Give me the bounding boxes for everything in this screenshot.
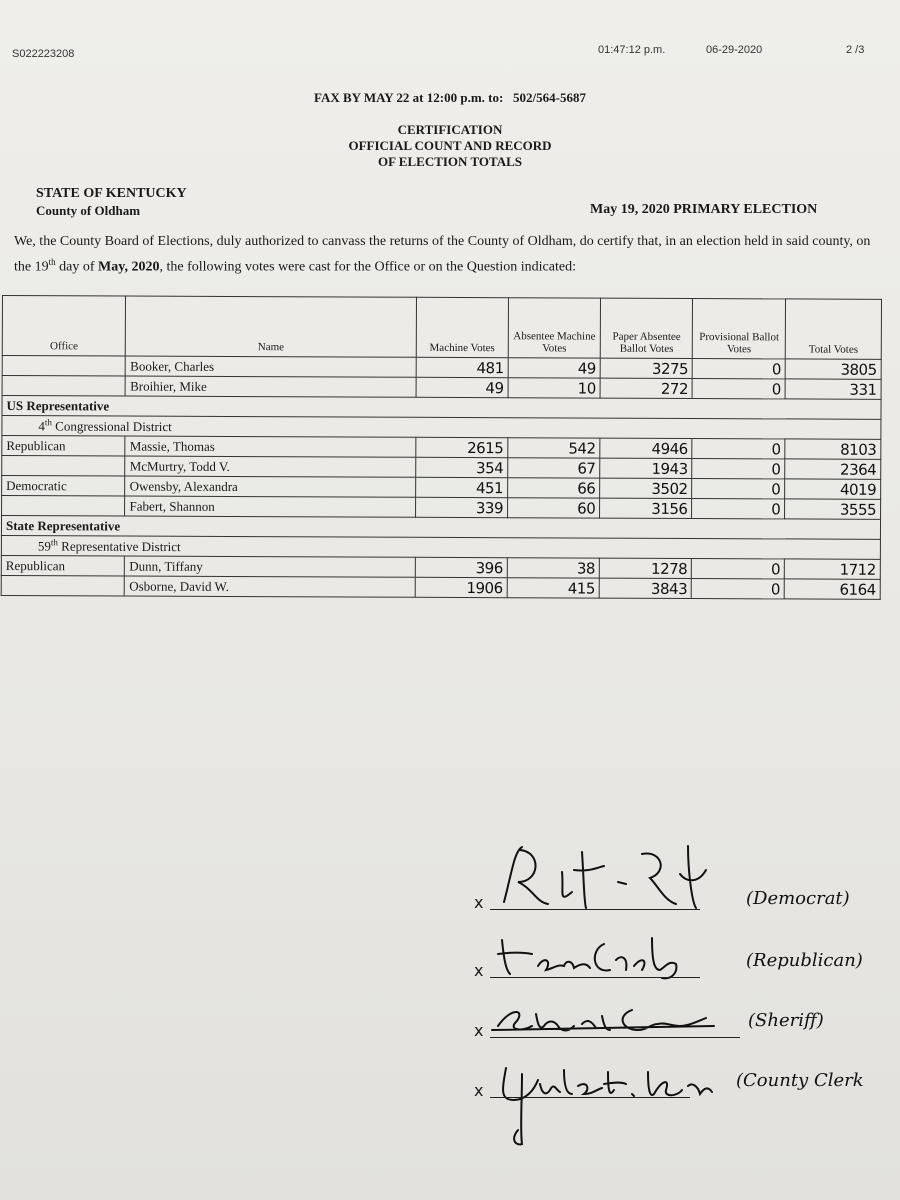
election-name: May 19, 2020 PRIMARY ELECTION bbox=[590, 202, 818, 217]
district-text: Representative District bbox=[57, 538, 181, 554]
fax-id: S022223208 bbox=[12, 48, 75, 60]
header-name: Name bbox=[126, 296, 417, 357]
cell-total: 3555 bbox=[785, 499, 881, 519]
cell-machine: 396 bbox=[415, 557, 507, 577]
cell-provisional: 0 bbox=[692, 479, 785, 499]
cert-part-2: day of bbox=[55, 259, 99, 275]
cell-absentee-machine: 542 bbox=[508, 438, 600, 458]
cell-office: Republican bbox=[2, 436, 126, 457]
signature-x-mark: x bbox=[474, 1081, 484, 1100]
signature-row-democrat bbox=[470, 868, 900, 918]
cell-paper: 3502 bbox=[600, 478, 692, 498]
cert-part-1: We, the County Board of Elections, duly authorized to canvass the returns of the County of Oldham, do certify that, in an election held in said county, on the bbox=[14, 234, 871, 275]
cell-absentee-machine: 38 bbox=[507, 558, 599, 578]
section-office-title: State Representative bbox=[5, 517, 121, 534]
cell-machine: 1906 bbox=[415, 577, 507, 597]
cell-provisional: 0 bbox=[692, 459, 785, 479]
table-header-row bbox=[2, 296, 881, 360]
cell-paper: 3275 bbox=[600, 358, 692, 378]
cell-office: Republican bbox=[1, 555, 125, 576]
district-number: 59 bbox=[37, 538, 51, 554]
cell-paper: 1278 bbox=[599, 558, 691, 578]
signature-republican bbox=[492, 930, 692, 980]
document-title bbox=[0, 122, 900, 170]
signature-block bbox=[470, 850, 900, 1170]
fax-instruction: FAX BY MAY 22 at 12:00 p.m. to: 502/564-5687 bbox=[313, 90, 587, 105]
signature-sheriff bbox=[492, 996, 722, 1040]
cell-total: 3805 bbox=[785, 359, 881, 379]
cell-provisional: 0 bbox=[692, 579, 785, 599]
signature-row-sheriff bbox=[470, 996, 900, 1046]
header-provisional: Provisional Ballot Votes bbox=[693, 299, 786, 359]
title-line-2: OFFICIAL COUNT AND RECORD bbox=[348, 138, 552, 153]
cell-office bbox=[2, 376, 126, 397]
cell-paper: 3843 bbox=[599, 578, 691, 598]
signature-role-republican: (Republican) bbox=[746, 950, 863, 971]
cell-paper: 3156 bbox=[600, 498, 692, 518]
signature-row-republican bbox=[470, 936, 900, 986]
signature-line bbox=[490, 977, 700, 978]
cell-absentee-machine: 66 bbox=[508, 478, 600, 498]
title-line-3: OF ELECTION TOTALS bbox=[377, 154, 522, 169]
fax-page-number: 2 /3 bbox=[846, 44, 865, 56]
signature-county-clerk bbox=[492, 1060, 712, 1150]
cell-name: Fabert, Shannon bbox=[125, 496, 415, 517]
results-table bbox=[1, 295, 882, 600]
cell-name: Broihier, Mike bbox=[126, 376, 416, 397]
signature-role-democrat: (Democrat) bbox=[746, 888, 850, 909]
cell-total: 1712 bbox=[784, 559, 880, 579]
cell-office: Democratic bbox=[2, 476, 126, 497]
county-name: County of Oldham bbox=[36, 203, 141, 218]
signature-role-county-clerk: (County Clerk bbox=[736, 1070, 864, 1091]
signature-line bbox=[490, 909, 700, 910]
cell-name: Booker, Charles bbox=[126, 356, 416, 377]
district-suffix: th bbox=[44, 417, 52, 428]
signature-democrat bbox=[492, 842, 712, 912]
header-office: Office bbox=[2, 296, 126, 357]
cell-provisional: 0 bbox=[692, 499, 785, 519]
cell-machine: 2615 bbox=[416, 437, 508, 457]
signature-x-mark: x bbox=[474, 961, 484, 980]
cell-paper: 272 bbox=[600, 378, 692, 398]
district-suffix: th bbox=[50, 537, 58, 548]
cell-paper: 1943 bbox=[600, 458, 692, 478]
cell-machine: 451 bbox=[415, 477, 507, 497]
title-line-1: CERTIFICATION bbox=[397, 122, 503, 137]
cell-paper: 4946 bbox=[600, 438, 692, 458]
cell-office bbox=[2, 496, 126, 517]
cell-machine: 481 bbox=[416, 357, 508, 377]
state-name: STATE OF KENTUCKY bbox=[36, 186, 187, 201]
cell-machine: 49 bbox=[416, 377, 508, 397]
cell-name: Massie, Thomas bbox=[125, 436, 415, 457]
cell-provisional: 0 bbox=[693, 359, 786, 379]
section-office-title: US Representative bbox=[6, 397, 110, 413]
district-text: Congressional District bbox=[51, 418, 172, 434]
header-absentee-machine: Absentee Machine Votes bbox=[508, 298, 600, 358]
cell-total: 6164 bbox=[784, 579, 880, 599]
cell-total: 8103 bbox=[785, 439, 881, 459]
signature-line bbox=[490, 1097, 690, 1098]
district-number: 4 bbox=[38, 418, 45, 434]
cert-day: 19 bbox=[34, 259, 49, 275]
certification-text bbox=[14, 231, 890, 278]
cell-office bbox=[1, 575, 125, 596]
header-paper-absentee: Paper Absentee Ballot Votes bbox=[600, 298, 692, 358]
header-total: Total Votes bbox=[785, 299, 881, 359]
cell-provisional: 0 bbox=[692, 559, 785, 579]
cell-absentee-machine: 49 bbox=[508, 358, 600, 378]
cell-absentee-machine: 415 bbox=[507, 578, 599, 598]
cert-day-suffix: th bbox=[48, 257, 56, 267]
cell-machine: 354 bbox=[416, 457, 508, 477]
cell-provisional: 0 bbox=[692, 379, 785, 399]
cell-total: 2364 bbox=[785, 459, 881, 479]
cell-provisional: 0 bbox=[692, 439, 785, 459]
signature-x-mark: x bbox=[474, 893, 484, 912]
signature-role-sheriff: (Sheriff) bbox=[748, 1010, 824, 1031]
signature-x-mark: x bbox=[474, 1021, 484, 1040]
cell-office bbox=[2, 356, 126, 377]
signature-line bbox=[490, 1037, 740, 1038]
cell-name: Owensby, Alexandra bbox=[125, 476, 415, 497]
cert-month-year: May, 2020 bbox=[98, 259, 160, 275]
cert-part-3: , the following votes were cast for the Office or on the Question indicated: bbox=[159, 259, 576, 275]
cell-name: Osborne, David W. bbox=[125, 576, 415, 597]
header-machine: Machine Votes bbox=[416, 297, 508, 357]
signature-row-county-clerk bbox=[470, 1056, 900, 1106]
cell-office bbox=[2, 456, 126, 477]
cell-absentee-machine: 60 bbox=[507, 498, 599, 518]
cell-total: 331 bbox=[785, 379, 881, 399]
cell-total: 4019 bbox=[785, 479, 881, 499]
cell-machine: 339 bbox=[415, 497, 507, 517]
cell-name: Dunn, Tiffany bbox=[125, 556, 415, 577]
fax-time: 01:47:12 p.m. bbox=[598, 44, 666, 56]
cell-name: McMurtry, Todd V. bbox=[125, 456, 415, 477]
cell-absentee-machine: 67 bbox=[508, 458, 600, 478]
table-row bbox=[1, 575, 880, 599]
cell-absentee-machine: 10 bbox=[508, 378, 600, 398]
fax-date: 06-29-2020 bbox=[706, 44, 763, 56]
